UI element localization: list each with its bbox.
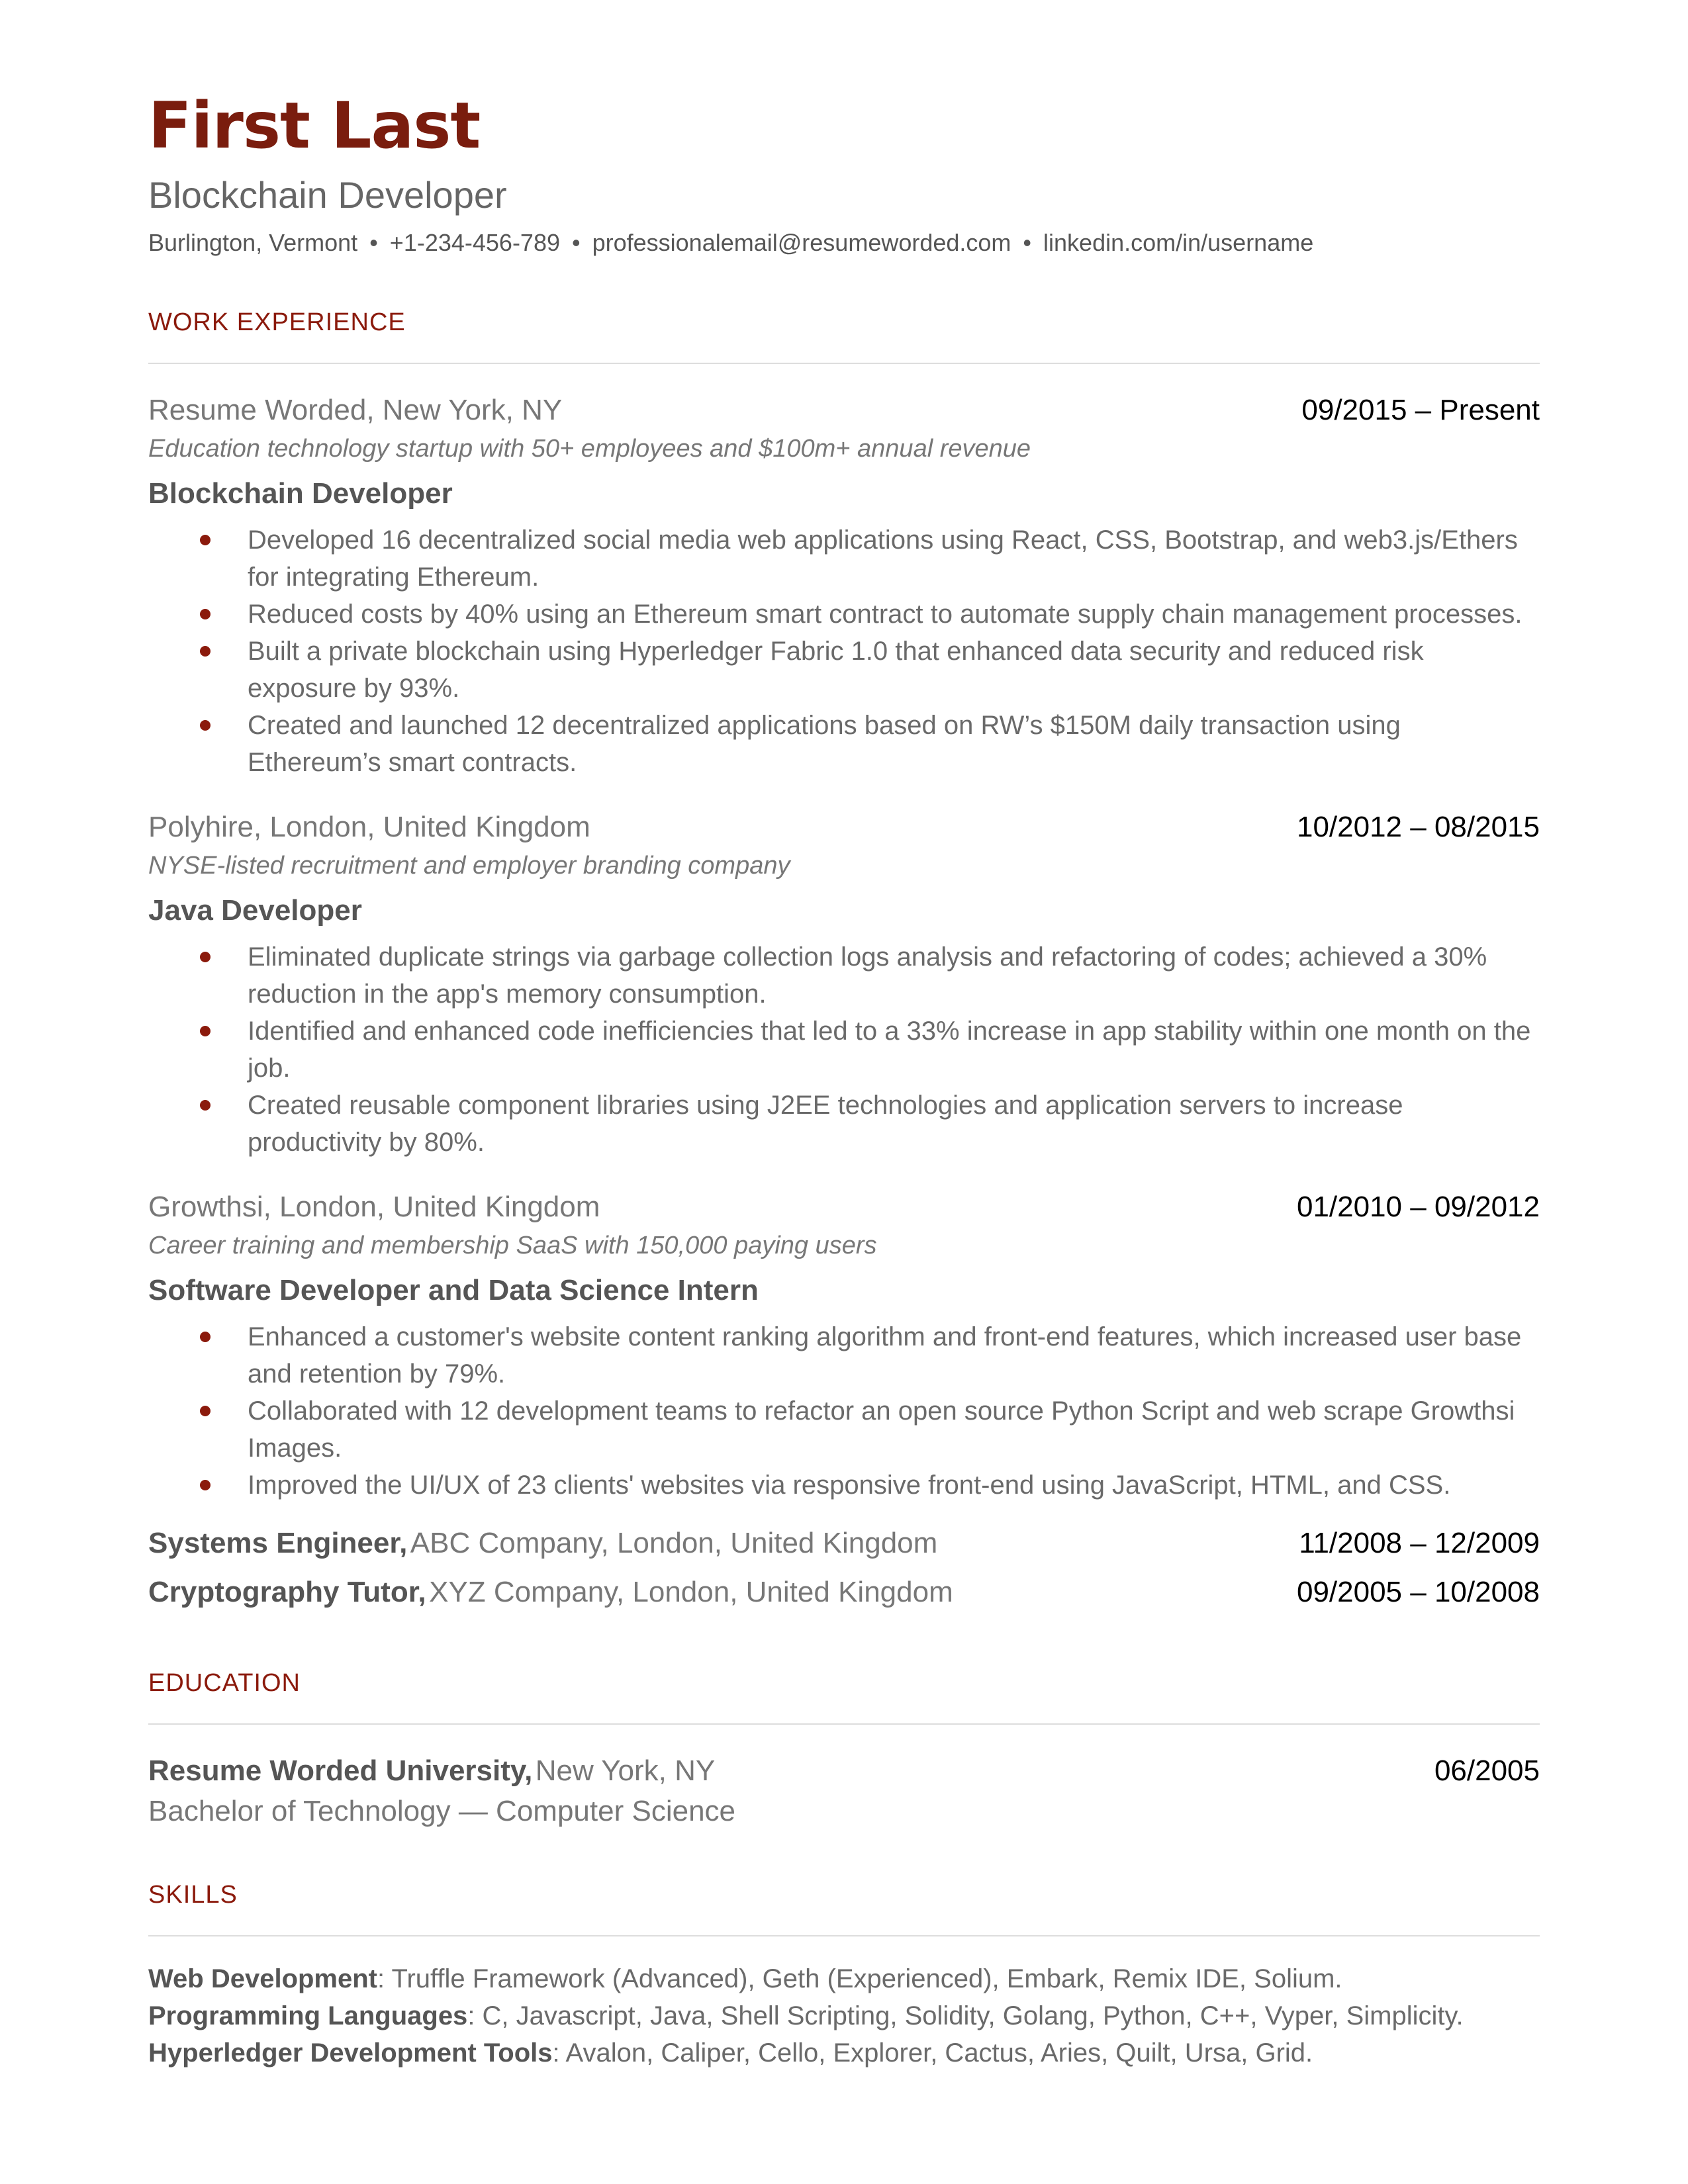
bullet-dot-icon [200,609,211,619]
bullet-text: Eliminated duplicate strings via garbage collection logs analysis and refactoring of codes; achieved a 30% reduction in the app's memory consumption. [248,942,1487,1009]
job-role: Software Developer and Data Science Intern [148,1274,759,1306]
bullet-dot-icon [200,1100,211,1111]
job-company: Polyhire, London, United Kingdom [148,811,590,843]
job-bullet [148,633,1540,707]
bullet-text: Improved the UI/UX of 23 clients' websites via responsive front-end using JavaScript, HTML, and CSS. [248,1471,1451,1500]
job-bullets [148,1318,1540,1504]
earlier-role-title: Cryptography Tutor, [148,1576,426,1608]
job-company: Growthsi, London, United Kingdom [148,1191,600,1223]
job-bullet [148,1392,1540,1467]
job-bullets [148,522,1540,781]
bullet-dot-icon [200,646,211,657]
earlier-role-company: XYZ Company, London, United Kingdom [429,1576,953,1608]
candidate-name: First Last [148,89,481,163]
skill-items: : C, Javascript, Java, Shell Scripting, Solidity, Golang, Python, C++, Vyper, Simplicity. [467,2001,1464,2030]
job-entry [148,807,1540,1161]
bullet-text: Collaborated with 12 development teams to refactor an open source Python Script and web scrape Growthsi Images. [248,1396,1515,1463]
resume-page [148,86,1540,2071]
contact-separator: • [369,229,378,256]
job-entry [148,1187,1540,1504]
job-bullet [148,938,1540,1013]
job-entry [148,390,1540,781]
bullet-text: Built a private blockchain using Hyperledger Fabric 1.0 that enhanced data security and reduced risk exposure by 93%. [248,637,1424,703]
job-dates: 09/2015 – Present [1301,394,1540,426]
earlier-role-row [148,1571,1540,1620]
skill-items: : Truffle Framework (Advanced), Geth (Experienced), Embark, Remix IDE, Solium. [377,1964,1342,1993]
bullet-text: Created reusable component libraries using J2EE technologies and application servers to increase productivity by 80%. [248,1091,1403,1157]
bullet-text: Created and launched 12 decentralized applications based on RW’s $150M daily transaction using Ethereum’s smart contracts. [248,711,1401,777]
bullet-dot-icon [200,1480,211,1490]
skill-label: Web Development [148,1964,377,1993]
job-dates: 01/2010 – 09/2012 [1296,1191,1540,1223]
bullet-text: Reduced costs by 40% using an Ethereum smart contract to automate supply chain management processes. [248,600,1523,629]
bullet-dot-icon [200,535,211,545]
skill-label: Hyperledger Development Tools [148,2038,553,2068]
earlier-role-company: ABC Company, London, United Kingdom [410,1527,938,1559]
bullet-dot-icon [200,1026,211,1036]
job-bullet [148,1087,1540,1161]
candidate-title: Blockchain Developer [148,174,507,216]
contact-phone: +1-234-456-789 [389,229,560,256]
job-bullets [148,938,1540,1161]
section-title-education: EDUCATION [148,1666,1540,1725]
bullet-text: Developed 16 decentralized social media web applications using React, CSS, Bootstrap, and web3.js/Ethers for integrating Ethereum. [248,525,1518,592]
section-title-work: WORK EXPERIENCE [148,306,1540,364]
section-title-skills: SKILLS [148,1878,1540,1936]
bullet-text: Enhanced a customer's website content ranking algorithm and front-end features, which increased user base and retention by 79%. [248,1322,1522,1388]
bullet-dot-icon [200,952,211,962]
job-bullet [148,1318,1540,1392]
job-bullet [148,522,1540,596]
contact-separator: • [1023,229,1032,256]
education-degree: Bachelor of Technology — Computer Science [148,1795,736,1827]
job-company: Resume Worded, New York, NY [148,394,563,426]
earlier-role-dates: 09/2005 – 10/2008 [1296,1576,1540,1608]
skill-line [148,1997,1540,2034]
skill-label: Programming Languages [148,2001,468,2030]
earlier-role-title: Systems Engineer, [148,1527,408,1559]
bullet-dot-icon [200,1406,211,1416]
contact-linkedin: linkedin.com/in/username [1043,229,1314,256]
contact-separator: • [572,229,581,256]
earlier-role-row [148,1522,1540,1571]
job-role: Java Developer [148,894,362,927]
earlier-roles [148,1522,1540,1620]
job-role: Blockchain Developer [148,477,453,510]
earlier-role-dates: 11/2008 – 12/2009 [1299,1527,1540,1559]
skill-line [148,2034,1540,2071]
job-bullet [148,1467,1540,1504]
job-bullet [148,707,1540,781]
bullet-dot-icon [200,720,211,731]
skill-line [148,1960,1540,1997]
contact-email: professionalemail@resumeworded.com [592,229,1011,256]
skills-list [148,1960,1540,2071]
education-entry [148,1751,1540,1832]
job-tagline: Career training and membership SaaS with 150,000 paying users [148,1232,877,1259]
job-tagline: Education technology startup with 50+ employees and $100m+ annual revenue [148,435,1031,463]
bullet-text: Identified and enhanced code inefficiencies that led to a 33% increase in app stability within one month on the job. [248,1017,1531,1083]
education-location: New York, NY [535,1754,716,1787]
skill-items: : Avalon, Caliper, Cello, Explorer, Cactus, Aries, Quilt, Ursa, Grid. [552,2038,1313,2068]
job-bullet [148,1013,1540,1087]
education-school: Resume Worded University, [148,1754,533,1787]
job-bullet [148,596,1540,633]
job-dates: 10/2012 – 08/2015 [1296,811,1540,843]
job-tagline: NYSE-listed recruitment and employer branding company [148,852,790,880]
contact-location: Burlington, Vermont [148,229,358,256]
bullet-dot-icon [200,1332,211,1342]
education-date: 06/2005 [1434,1754,1540,1787]
contact-line [148,226,1540,259]
